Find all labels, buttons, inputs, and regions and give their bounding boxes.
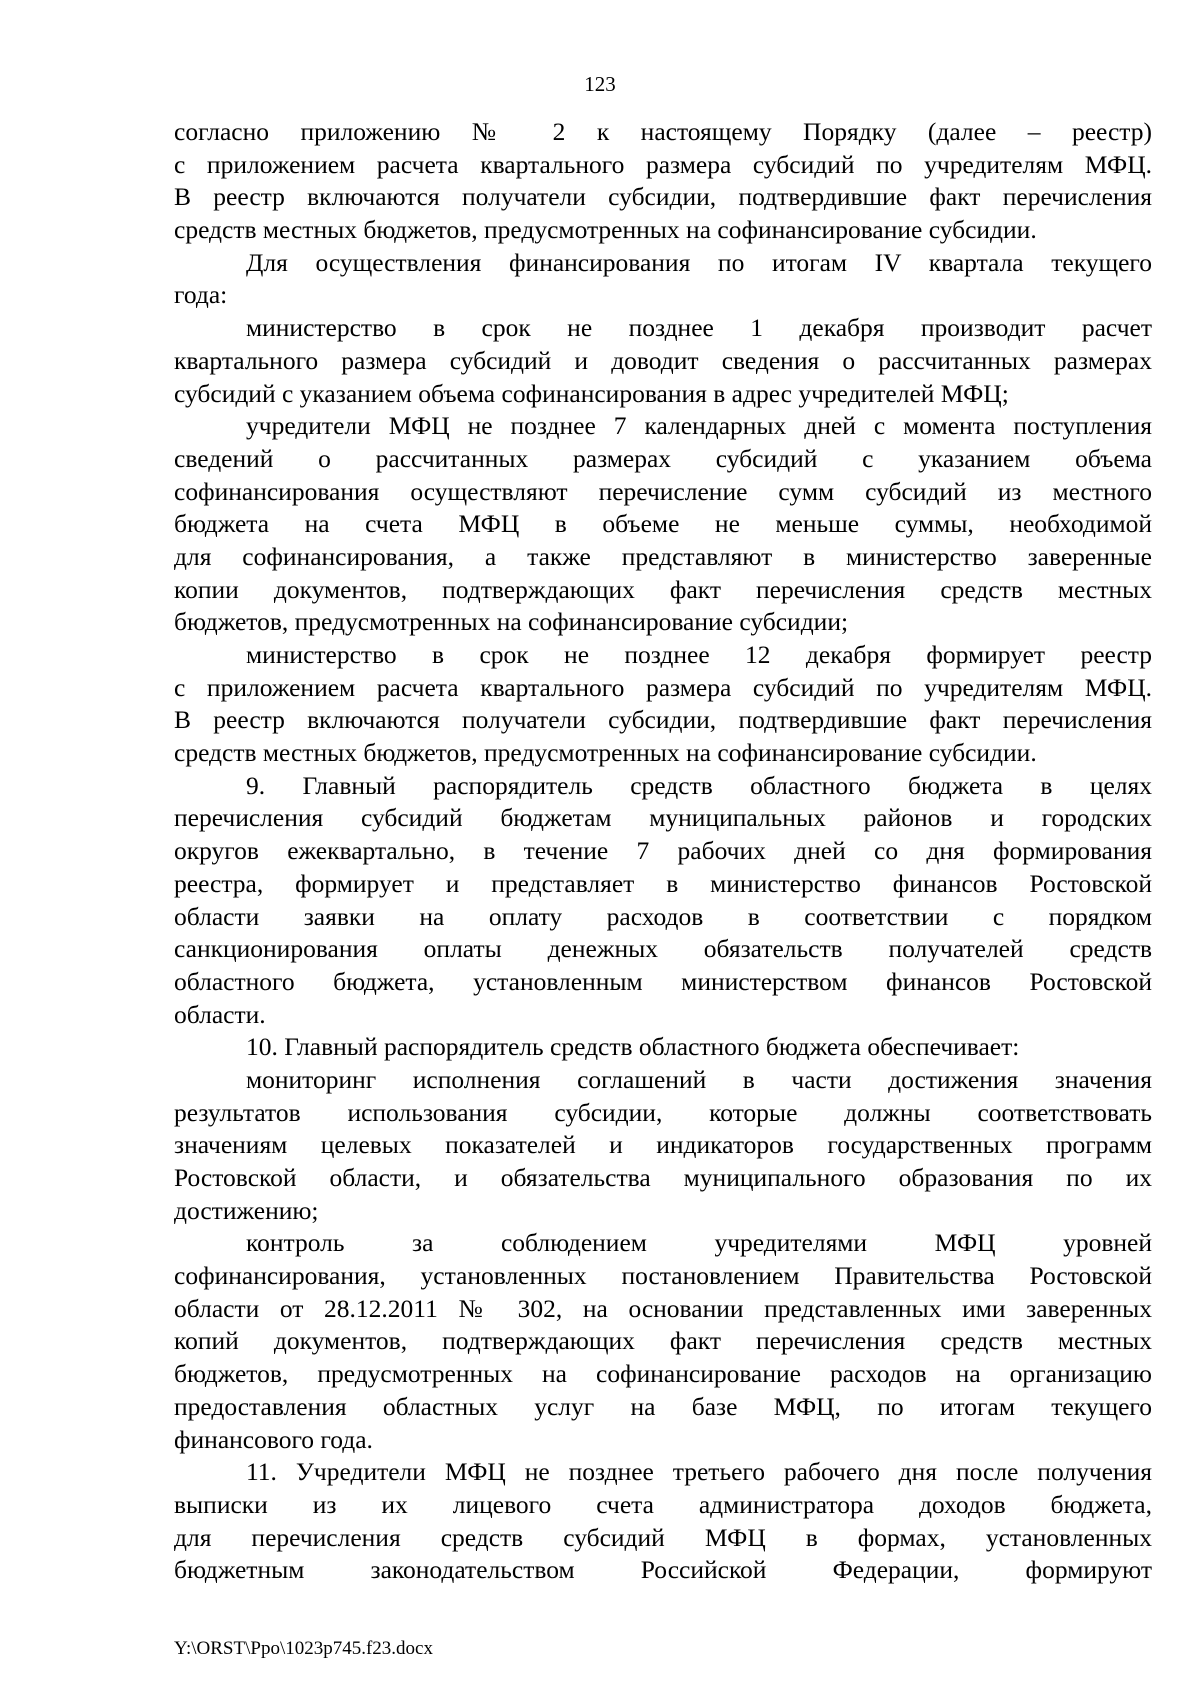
text-line: Ростовской области, и обязательства муниципального образования по их <box>174 1163 1152 1192</box>
text-line: бюджетов, предусмотренных на софинансирование субсидии; <box>174 607 849 637</box>
text-line: В реестр включаются получатели субсидии, подтвердившие факт перечисления <box>174 182 1152 212</box>
text-line: областного бюджета, установленным министерством финансов Ростовской <box>174 966 1152 996</box>
document-body <box>174 116 1152 1587</box>
text-line: мониторинг исполнения соглашений в части достижения значения <box>246 1064 1152 1094</box>
text-line: средств местных бюджетов, предусмотренных на софинансирование субсидии. <box>174 738 1037 768</box>
text-line: В реестр включаются получатели субсидии, подтвердившие факт перечисления <box>174 705 1152 735</box>
text-line: 11. Учредители МФЦ не позднее третьего рабочего дня после получения <box>246 1457 1152 1487</box>
text-line: квартального размера субсидий и доводит сведения о рассчитанных размерах <box>174 345 1152 375</box>
text-line: года: <box>174 280 228 310</box>
text-line: предоставления областных услуг на базе МФЦ, по итогам текущего <box>174 1391 1152 1421</box>
text-line: области заявки на оплату расходов в соответствии с порядком <box>174 901 1152 931</box>
text-line: 9. Главный распорядитель средств областного бюджета в целях <box>246 770 1152 800</box>
text-line: финансового года. <box>174 1424 373 1454</box>
text-line: софинансирования, установленных постановлением Правительства Ростовской <box>174 1261 1152 1291</box>
text-line: сведений о рассчитанных размерах субсидий с указанием объема <box>174 443 1152 473</box>
text-line: 10. Главный распорядитель средств областного бюджета обеспечивает: <box>246 1032 1020 1062</box>
text-line: бюджетов, предусмотренных на софинансирование расходов на организацию <box>174 1359 1152 1389</box>
text-line: достижению; <box>174 1195 319 1225</box>
text-line: бюджетным законодательством Российской Федерации, формируют <box>174 1555 1152 1585</box>
text-line: Для осуществления финансирования по итогам IV квартала текущего <box>246 247 1152 277</box>
text-line: реестра, формирует и представляет в министерство финансов Ростовской <box>174 868 1152 898</box>
page-number: 123 <box>584 72 616 96</box>
footer-file-path: Y:\ORST\Ppo\1023p745.f23.docx <box>174 1638 433 1659</box>
text-line: министерство в срок не позднее 1 декабря производит расчет <box>246 313 1152 343</box>
text-line: области. <box>174 999 266 1029</box>
text-line: для перечисления средств субсидий МФЦ в формах, установленных <box>174 1522 1152 1552</box>
text-line: копий документов, подтверждающих факт перечисления средств местных <box>174 1326 1152 1356</box>
text-line: бюджета на счета МФЦ в объеме не меньше суммы, необходимой <box>174 509 1152 539</box>
text-line: выписки из их лицевого счета администратора доходов бюджета, <box>174 1489 1152 1519</box>
text-line: министерство в срок не позднее 12 декабря формирует реестр <box>246 640 1152 669</box>
text-line: области от 28.12.2011 № 302, на основании представленных ими заверенных <box>174 1293 1152 1323</box>
text-line: копии документов, подтверждающих факт перечисления средств местных <box>174 574 1152 604</box>
text-line: с приложением расчета квартального размера субсидий по учредителям МФЦ. <box>174 149 1152 179</box>
text-line: для софинансирования, а также представляют в министерство заверенные <box>174 541 1152 571</box>
text-line: согласно приложению № 2 к настоящему Порядку (далее – реестр) <box>174 117 1152 146</box>
text-line: учредители МФЦ не позднее 7 календарных дней с момента поступления <box>246 411 1152 441</box>
text-line: софинансирования осуществляют перечисление сумм субсидий из местного <box>174 476 1152 506</box>
text-line: санкционирования оплаты денежных обязательств получателей средств <box>174 934 1152 964</box>
text-line: с приложением расчета квартального размера субсидий по учредителям МФЦ. <box>174 672 1152 702</box>
text-line: контроль за соблюдением учредителями МФЦ уровней <box>246 1228 1152 1258</box>
text-line: значениям целевых показателей и индикаторов государственных программ <box>174 1130 1152 1160</box>
text-line: субсидий с указанием объема софинансирования в адрес учредителей МФЦ; <box>174 378 1009 408</box>
text-line: результатов использования субсидии, которые должны соответствовать <box>174 1097 1152 1127</box>
text-line: округов ежеквартально, в течение 7 рабочих дней со дня формирования <box>174 836 1152 866</box>
text-line: перечисления субсидий бюджетам муниципальных районов и городских <box>174 803 1152 833</box>
text-line: средств местных бюджетов, предусмотренных на софинансирование субсидии. <box>174 215 1037 245</box>
